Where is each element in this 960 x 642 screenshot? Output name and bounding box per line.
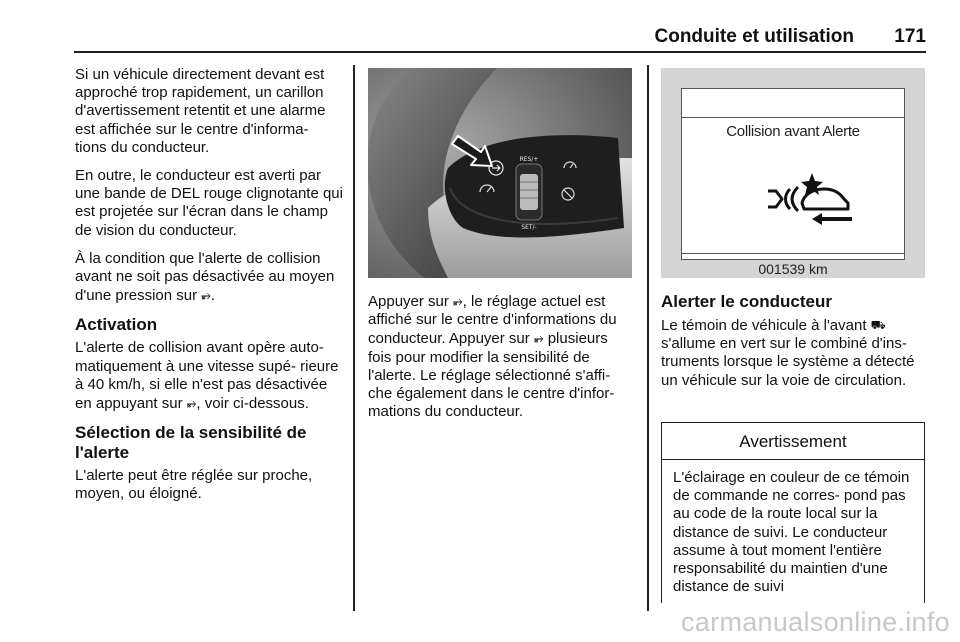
- display-top-rule: [682, 117, 904, 118]
- paragraph-led-warning: En outre, le conducteur est averti par une bande de DEL rouge clignotante qui est projetée sur l'écran dans le champ de vision du conducteur.: [75, 167, 343, 239]
- warning-title: Avertissement: [662, 423, 924, 460]
- column-divider-1: [353, 65, 355, 611]
- column-3: [661, 292, 927, 400]
- forward-collision-icon: ⥵: [201, 288, 211, 303]
- paragraph-sensitivity: L'alerte peut être réglée sur proche, moyen, ou éloigné.: [75, 467, 313, 503]
- paragraph-activation: L'alerte de collision avant opère auto- matiquement à une vitesse supé- rieure à 40 km/h, si elle n'est pas désactivée en appuyant sur ⥵, voir ci-dessous.: [75, 339, 339, 413]
- driver-info-display-illustration: [661, 68, 925, 278]
- column-2: [368, 292, 634, 431]
- paragraph-approach-warning: Si un véhicule directement devant est approché trop rapidement, un carillon d'avertissement retentit et une alarme est affichée sur le centre d'informa- tions du conducteur.: [75, 66, 326, 156]
- collision-alert-icon: [762, 173, 872, 233]
- display-screen: [681, 88, 905, 277]
- set-label: SET/-: [521, 224, 537, 231]
- column-divider-2: [647, 65, 649, 611]
- steering-wheel-svg: [368, 68, 632, 278]
- heading-sensitivity: Sélection de la sensibilité de l'alerte: [75, 423, 307, 463]
- warning-text: L'éclairage en couleur de ce témoin de commande ne corres- pond pas au code de la route local sur la distance de suivi. Le conducteur assume à tout moment l'entière responsabilité du maintien d'une distance de suivi: [673, 469, 910, 596]
- forward-collision-icon: ⥵: [533, 331, 544, 346]
- paragraph-deactivation: À la condition que l'alerte de collision avant ne soit pas désactivée au moyen d'une pression sur ⥵.: [75, 249, 335, 305]
- warning-box: [661, 422, 925, 603]
- paragraph-press-button: Appuyer sur ⥵, le réglage actuel est affiché sur le centre d'informations du conducteur. Appuyer sur ⥵ plusieurs fois pour modifier la sensibilité de l'alerte. Le réglage sélectionné s'affi- che également dans le centre d'infor- mations du conducteur.: [368, 293, 617, 421]
- display-bottom-rule: [682, 253, 904, 254]
- display-title: Collision avant Alerte: [726, 123, 860, 140]
- vehicle-ahead-icon: ⛟: [870, 318, 886, 332]
- forward-collision-icon: ⥵: [186, 396, 197, 411]
- res-label: RES/+: [519, 156, 539, 163]
- section-title: Conduite et utilisation: [654, 26, 854, 47]
- column-1: [75, 66, 343, 514]
- watermark: carmanualsonline.info: [681, 607, 950, 637]
- page-header: [74, 26, 926, 52]
- heading-alert-driver: Alerter le conducteur: [661, 292, 832, 311]
- page-number: 171: [894, 26, 926, 47]
- header-rule: [74, 51, 926, 53]
- paragraph-vehicle-indicator: Le témoin de véhicule à l'avant ⛟ s'allume en vert sur le combiné d'ins- truments lorsque le système a détecté un véhicule sur la voie de circulation.: [661, 317, 915, 389]
- forward-collision-icon: ⥵: [453, 294, 463, 308]
- odometer-readout: 001539 km: [758, 261, 828, 277]
- heading-activation: Activation: [75, 315, 158, 335]
- steering-wheel-illustration: [368, 68, 632, 278]
